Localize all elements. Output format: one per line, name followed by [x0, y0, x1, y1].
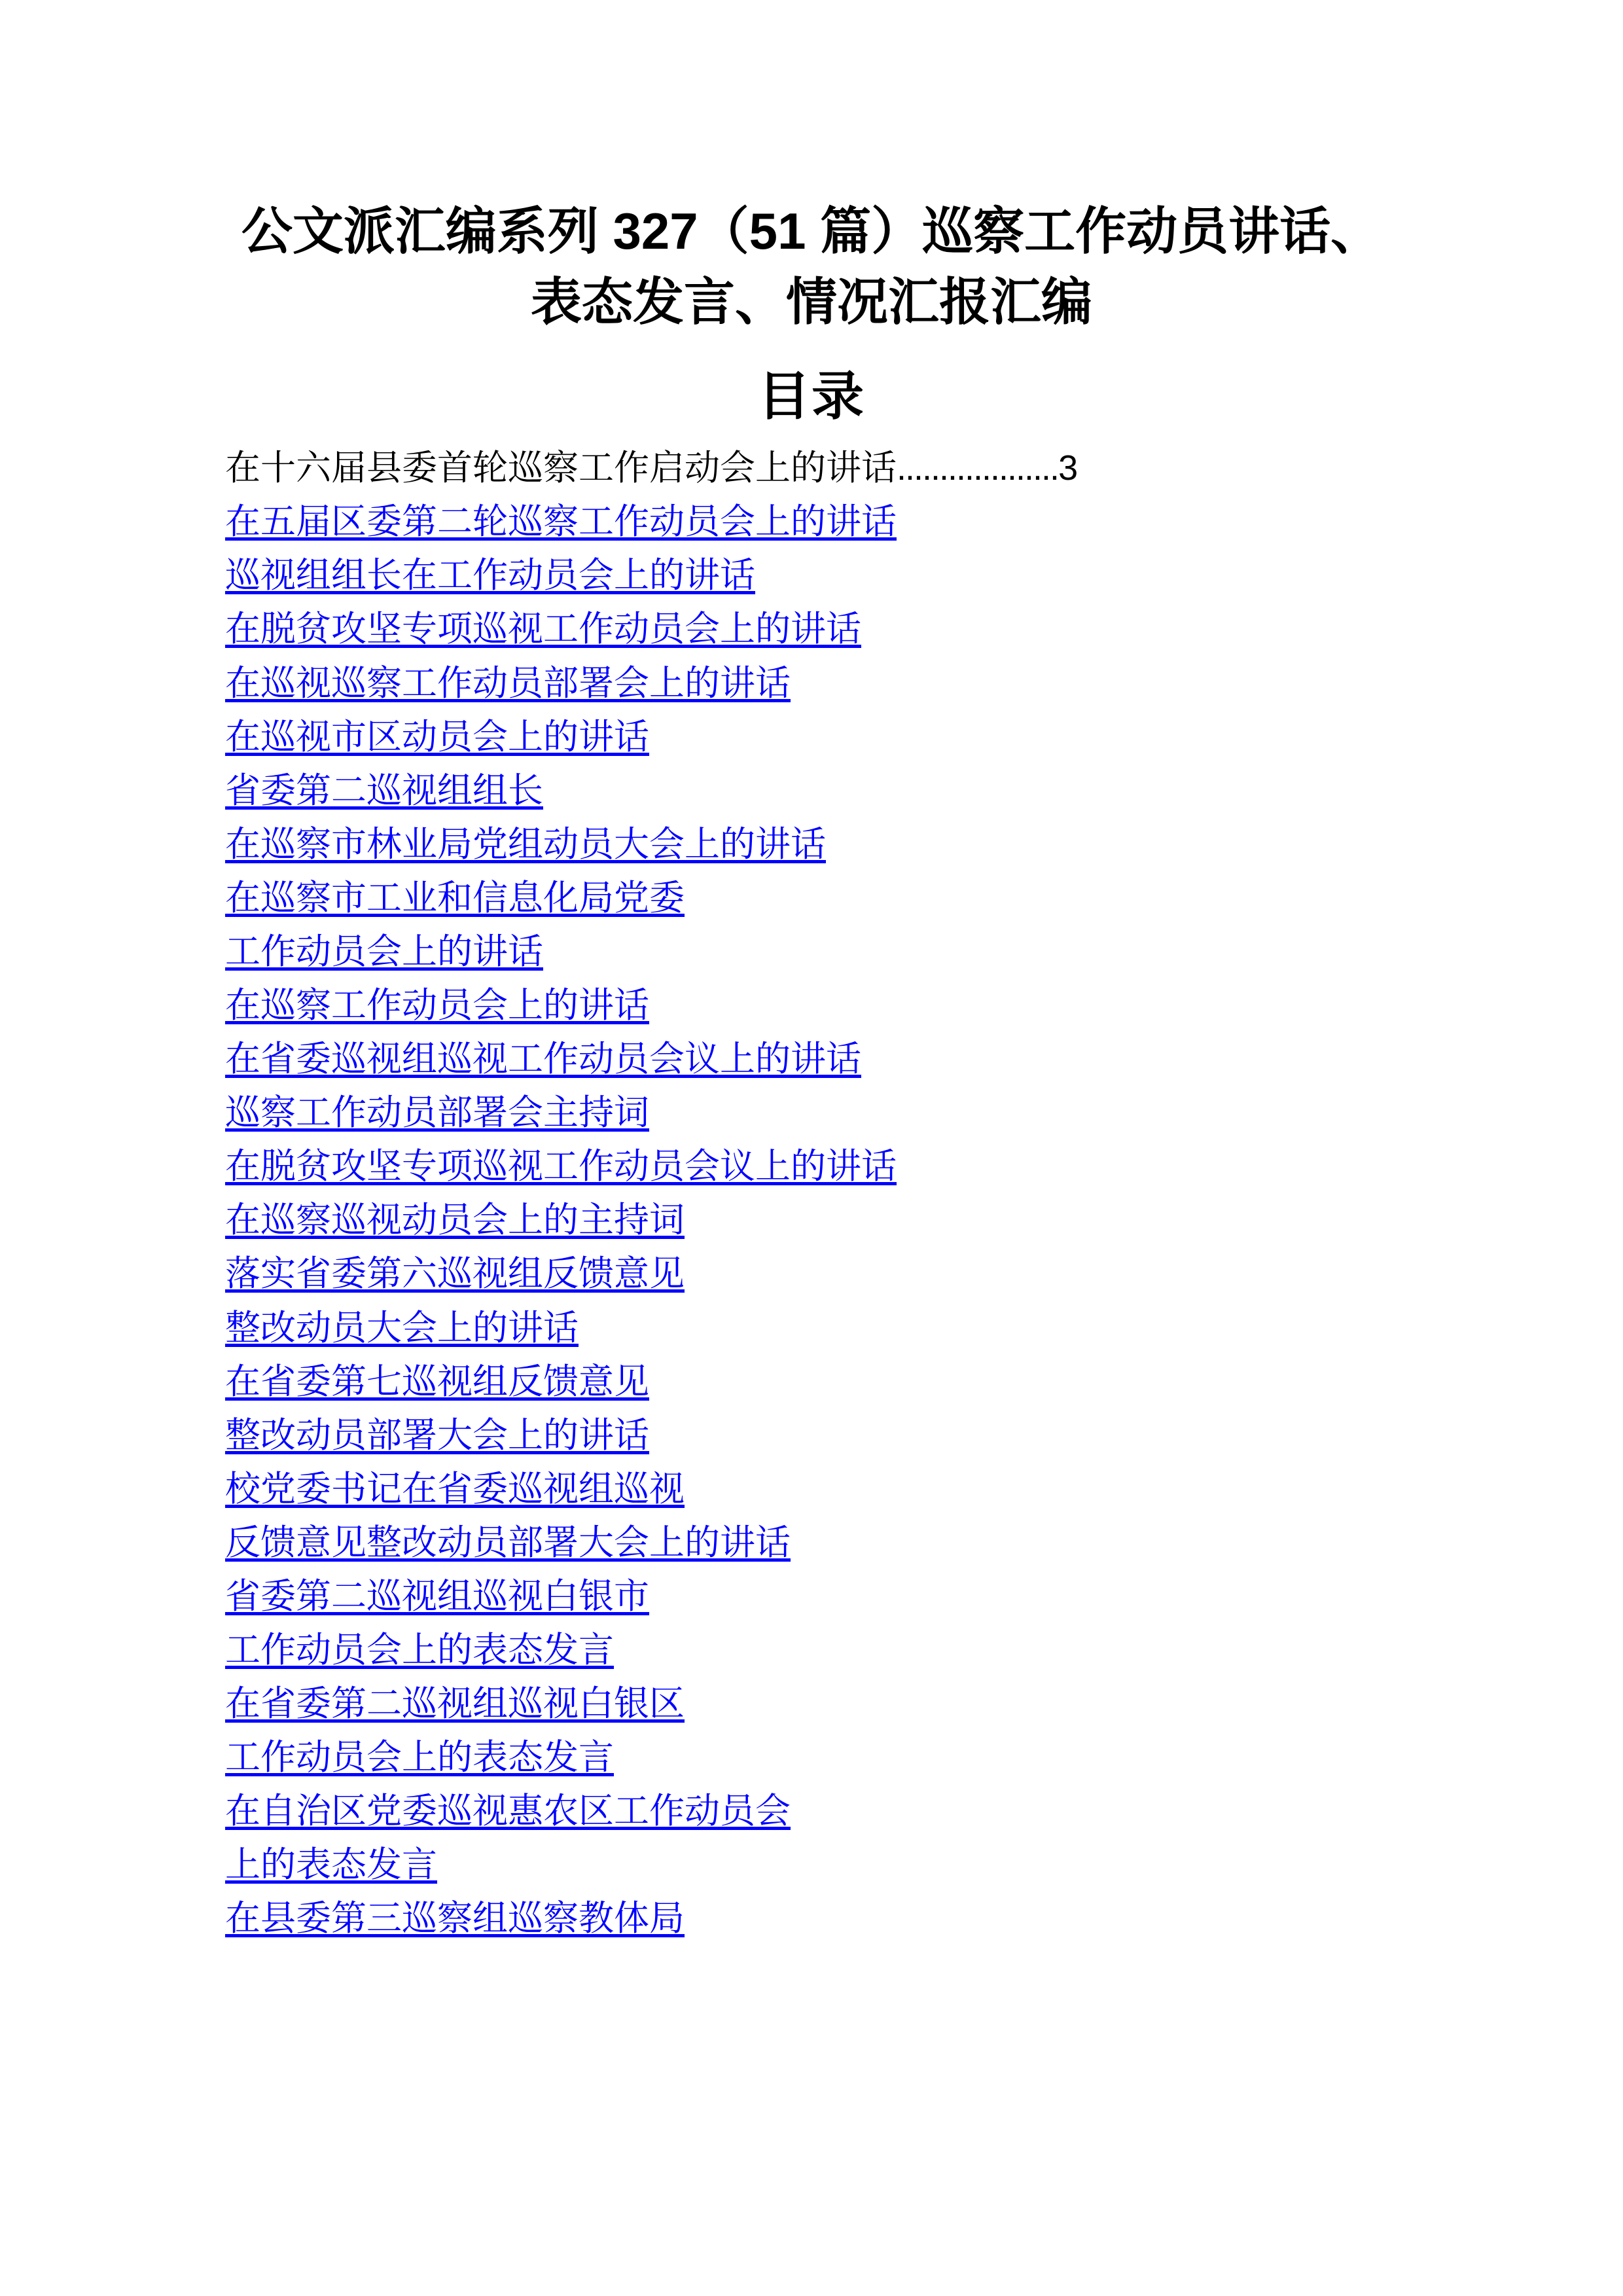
toc-entry [216, 441, 1407, 495]
toc-entry-label: 在巡察市林业局党组动员大会上的讲话 [225, 824, 826, 864]
toc-entry-label: 在五届区委第二轮巡察工作动员会上的讲话 [225, 502, 897, 542]
toc-entry-label: 在巡察市工业和信息化局党委 [225, 878, 685, 918]
toc-entry[interactable] [216, 1623, 1407, 1677]
toc-entry[interactable] [216, 1677, 1407, 1731]
toc-entry[interactable] [216, 925, 1407, 978]
toc-entry[interactable] [216, 1193, 1407, 1247]
toc-entry[interactable] [216, 1247, 1407, 1300]
toc-entry-label: 落实省委第六巡视组反馈意见 [225, 1254, 685, 1294]
toc-entry[interactable] [216, 1892, 1407, 1945]
toc-entry-label: 省委第二巡视组巡视白银市 [225, 1576, 649, 1616]
toc-entry[interactable] [216, 710, 1407, 764]
toc-entry-label: 巡察工作动员部署会主持词 [225, 1093, 649, 1133]
toc-entry[interactable] [216, 1462, 1407, 1516]
toc-entry-label: 在十六届县委首轮巡察工作启动会上的讲话 [225, 448, 897, 488]
toc-entry-label: 整改动员部署大会上的讲话 [225, 1415, 649, 1455]
toc-entry-label: 在省委巡视组巡视工作动员会议上的讲话 [225, 1039, 861, 1079]
toc-entry-label: 工作动员会上的讲话 [225, 931, 543, 971]
toc-entry[interactable] [216, 1731, 1407, 1784]
toc-entry-label: 在巡察工作动员会上的讲话 [225, 986, 649, 1026]
toc-entry-label: 在脱贫攻坚专项巡视工作动员会议上的讲话 [225, 1147, 897, 1187]
toc-entry[interactable] [216, 1570, 1407, 1623]
toc-entry[interactable] [216, 1838, 1407, 1892]
toc-entry[interactable] [216, 1139, 1407, 1193]
toc-entry-label: 反馈意见整改动员部署大会上的讲话 [225, 1522, 791, 1562]
toc-entry-label: 工作动员会上的表态发言 [225, 1630, 614, 1670]
toc-heading: 目录 [758, 367, 865, 426]
toc-entry-label: 巡视组组长在工作动员会上的讲话 [225, 556, 755, 596]
toc-entry[interactable] [216, 1032, 1407, 1086]
toc-entry-label: 在巡视巡察工作动员部署会上的讲话 [225, 663, 791, 703]
toc-entry[interactable] [216, 817, 1407, 871]
toc-entry-label: 在巡察巡视动员会上的主持词 [225, 1200, 685, 1240]
toc-entry-label: 工作动员会上的表态发言 [225, 1738, 614, 1778]
page-title: 公文派汇编系列 327（51 篇）巡察工作动员讲话、表态发言、情况汇报汇编 [241, 202, 1382, 331]
toc-entry[interactable] [216, 1516, 1407, 1570]
toc-entry-label: 在自治区党委巡视惠农区工作动员会 [225, 1791, 791, 1831]
toc-leader-dots: ................... [897, 448, 1059, 488]
toc-entry[interactable] [216, 871, 1407, 925]
toc-entry-label: 在省委第七巡视组反馈意见 [225, 1361, 649, 1401]
toc-page-number: 3 [1058, 448, 1079, 488]
toc-entry-label: 在省委第二巡视组巡视白银区 [225, 1684, 685, 1724]
toc-entry[interactable] [216, 1301, 1407, 1355]
table-of-contents [216, 441, 1407, 1945]
toc-entry[interactable] [216, 764, 1407, 817]
toc-entry[interactable] [216, 656, 1407, 710]
toc-entry-label: 省委第二巡视组组长 [225, 770, 543, 810]
toc-entry-label: 上的表态发言 [225, 1845, 437, 1885]
toc-entry[interactable] [216, 602, 1407, 656]
toc-entry[interactable] [216, 1086, 1407, 1139]
toc-entry-label: 校党委书记在省委巡视组巡视 [225, 1469, 685, 1509]
toc-entry-label: 整改动员大会上的讲话 [225, 1308, 579, 1348]
toc-entry[interactable] [216, 495, 1407, 548]
toc-entry[interactable] [216, 1355, 1407, 1408]
toc-entry-label: 在脱贫攻坚专项巡视工作动员会上的讲话 [225, 609, 861, 649]
toc-entry[interactable] [216, 1784, 1407, 1838]
toc-entry[interactable] [216, 1408, 1407, 1462]
toc-entry[interactable] [216, 978, 1407, 1032]
toc-entry[interactable] [216, 548, 1407, 602]
toc-entry-label: 在县委第三巡察组巡察教体局 [225, 1899, 685, 1939]
toc-entry-label: 在巡视市区动员会上的讲话 [225, 717, 649, 757]
